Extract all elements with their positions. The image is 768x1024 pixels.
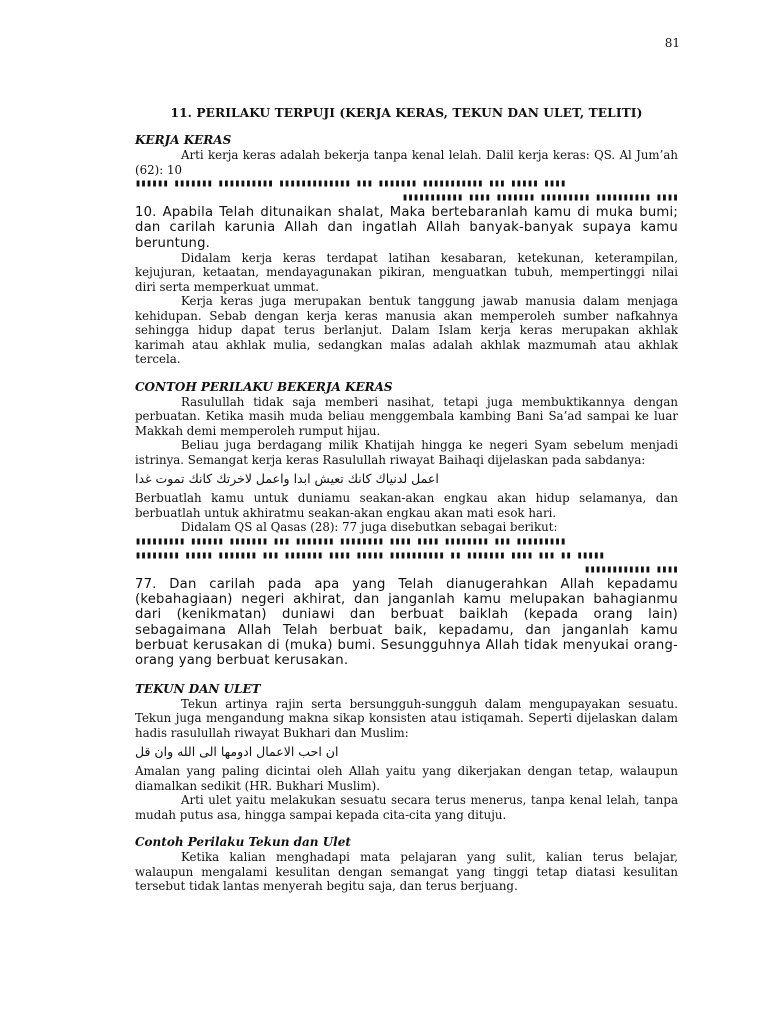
quran-verse-glyphs-5: ▮▮▮▮▮▮▮▮▮▮▮▮ ▮▮▮▮ [584,563,678,575]
kerja-keras-intro: Arti kerja keras adalah bekerja tanpa kenal lelah. Dalil kerja keras: QS. Al Jum’ah (62): 10 [135,148,678,177]
quran-verse-glyphs-3: ▮▮▮▮▮▮▮▮▮ ▮▮▮▮▮▮ ▮▮▮▮▮▮▮ ▮▮▮ ▮▮▮▮▮▮▮ ▮▮▮▮▮▮▮▮ ▮▮▮▮ ▮▮▮▮ ▮▮▮▮▮▮▮▮ ▮▮▮ ▮▮▮▮▮▮▮▮▮ [135,535,566,547]
quran-verse-glyphs-1: ▮▮▮▮▮▮ ▮▮▮▮▮▮▮ ▮▮▮▮▮▮▮▮▮▮ ▮▮▮▮▮▮▮▮▮▮▮▮▮ ▮▮▮ ▮▮▮▮▮▮▮ ▮▮▮▮▮▮▮▮▮▮▮ ▮▮▮ ▮▮▮▮▮ ▮▮▮▮ [135,178,566,189]
heading-kerja-keras: KERJA KERAS [135,133,232,147]
hadith-arabic-2: ان احب الاعمال ادومها الى الله وان قل [135,744,339,760]
hadith-arabic-1: اعمل لدنياك كانك تعيش ابدا واعمل لاخرتك كانك تموت غدا [135,471,439,487]
verse-translation-10: 10. Apabila Telah ditunaikan shalat, Maka bertebaranlah kamu di muka bumi; dan carilah karunia Allah dan ingatlah Allah banyak-banyak supaya kamu beruntung. [135,205,678,251]
contoh-paragraph-2: Beliau juga berdagang milik Khatijah hingga ke negeri Syam sebelum menjadi istrinya. Semangat kerja keras Rasulullah riwayat Baihaqi dijelaskan pada sabdanya: [135,438,678,467]
chapter-title: 11. PERILAKU TERPUJI (KERJA KERAS, TEKUN DAN ULET, TELITI) [170,106,643,120]
heading-contoh-tekun: Contoh Perilaku Tekun dan Ulet [135,835,351,850]
qasas-intro: Didalam QS al Qasas (28): 77 juga disebutkan sebagai berikut: [181,520,558,535]
verse-translation-77: 77. Dan carilah pada apa yang Telah dianugerahkan Allah kepadamu (kebahagiaan) negeri akhirat, dan janganlah kamu melupakan bahagianmu dari (kenikmatan) duniawi dan berbuat baiklah (kepada orang lain) sebagaimana Allah Telah berbuat baik, kepadamu, dan janganlah kamu berbuat kerusakan di (muka) bumi. Sesungguhnya Allah tidak menyukai orang-orang yang berbuat kerusakan. [135,576,678,669]
contoh-paragraph-1: Rasulullah tidak saja memberi nasihat, tetapi juga membuktikannya dengan perbuatan. Ketika masih muda beliau menggembala kambing Bani Sa’ad sampai ke luar Makkah demi memperoleh rumput hijau. [135,394,678,438]
kerja-keras-paragraph-2: Kerja keras juga merupakan bentuk tanggung jawab manusia dalam menjaga kehidupan. Sebab dengan kerja keras manusia akan memperoleh sumber nafkahnya sehingga hidup dapat terus berlanjut. Dalam Islam kerja keras merupakan akhlak karimah atau akhlak mulia, sedangkan malas adalah akhlak mazmumah atau akhlak tercela. [135,294,678,367]
heading-contoh-kerja-keras: CONTOH PERILAKU BEKERJA KERAS [135,379,393,394]
ulet-paragraph: Arti ulet yaitu melakukan sesuatu secara terus menerus, tanpa kenal lelah, tanpa mudah putus asa, hingga sampai kepada cita-cita yang dituju. [135,793,678,822]
page-number: 81 [664,36,680,50]
contoh-tekun-paragraph: Ketika kalian menghadapi mata pelajaran yang sulit, kalian terus belajar, walaupun mengalami kesulitan dengan semangat yang tinggi tetap diatasi kesulitan tersebut tidak lantas menyerah begitu saja, dan terus berjuang. [135,850,678,894]
hadith-translation-2: Amalan yang paling dicintai oleh Allah yaitu yang dikerjakan dengan tetap, walaupun diamalkan sedikit (HR. Bukhari Muslim). [135,764,678,793]
tekun-paragraph-1: Tekun artinya rajin serta bersungguh-sungguh dalam mengupayakan sesuatu. Tekun juga mengandung makna sikap konsisten atau istiqamah. Seperti dijelaskan dalam hadis rasulullah riwayat Bukhari dan Muslim: [135,696,678,740]
heading-tekun-ulet: TEKUN DAN ULET [135,681,261,696]
page-content [135,106,678,894]
quran-verse-glyphs-2: ▮▮▮▮▮▮▮▮▮▮▮ ▮▮▮▮ ▮▮▮▮▮▮▮ ▮▮▮▮▮▮▮▮▮ ▮▮▮▮▮▮▮▮▮▮ ▮▮▮▮ [401,192,678,203]
kerja-keras-paragraph-1: Didalam kerja keras terdapat latihan kesabaran, ketekunan, keterampilan, kejujuran, ketaatan, mendayagunakan pikiran, menguatkan tubuh, mempertinggi nilai diri serta memperkuat ummat. [135,250,678,294]
hadith-translation-1: Berbuatlah kamu untuk duniamu seakan-akan engkau akan hidup selamanya, dan berbuatlah untuk akhiratmu seakan-akan engkau akan mati esok hari. [135,491,678,520]
quran-verse-glyphs-4: ▮▮▮▮▮▮▮▮ ▮▮▮▮▮ ▮▮▮▮▮▮▮ ▮▮▮ ▮▮▮▮▮▮▮ ▮▮▮▮ ▮▮▮▮▮ ▮▮▮▮▮▮▮▮▮▮ ▮▮ ▮▮▮▮▮▮▮ ▮▮▮▮ ▮▮▮ ▮▮ ▮▮▮▮▮ [135,549,605,561]
